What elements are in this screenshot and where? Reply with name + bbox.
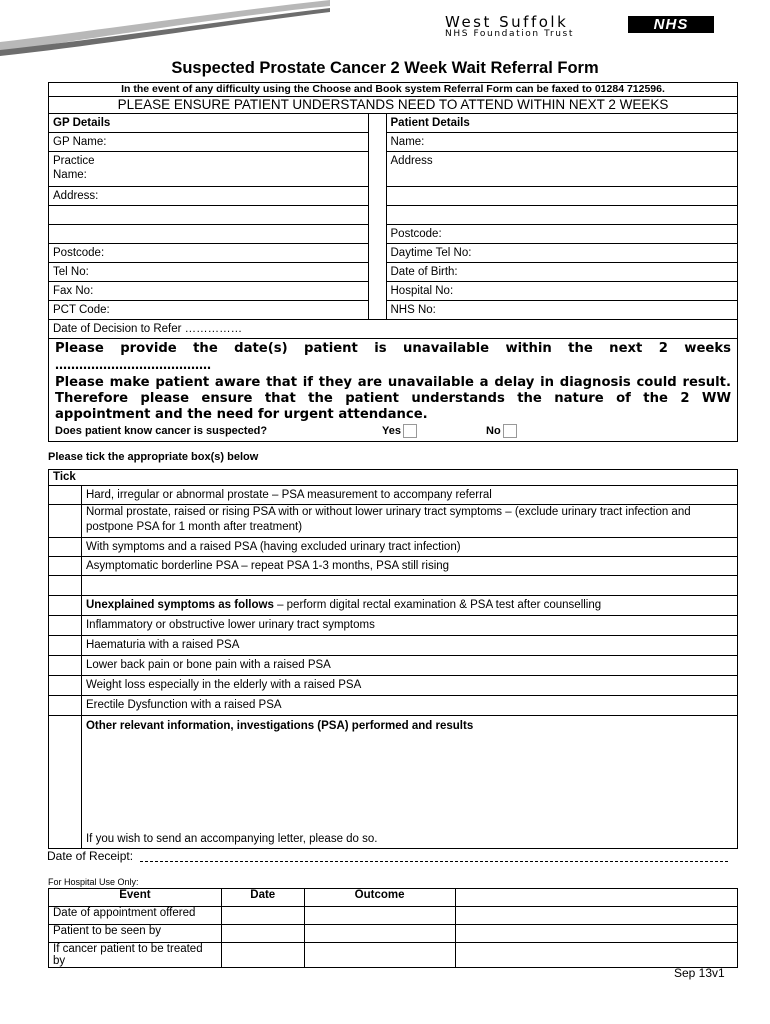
tick-box[interactable] <box>49 576 82 596</box>
gp-details-heading: GP Details <box>49 114 369 133</box>
unexplained-rest: – perform digital rectal examination & PSA test after counselling <box>273 599 602 611</box>
version-footer: Sep 13v1 <box>674 966 725 980</box>
blank-row <box>81 576 737 596</box>
header-swoosh-graphic <box>0 0 330 60</box>
other-info-heading: Other relevant information, investigations (PSA) performed and results <box>85 720 474 732</box>
availability-section <box>49 339 738 442</box>
hospital-use-label: For Hospital Use Only: <box>48 877 139 887</box>
patient-name-field[interactable]: Name: <box>386 133 738 152</box>
column-spacer <box>368 114 386 320</box>
criterion-erectile-dysfunction: Erectile Dysfunction with a raised PSA <box>81 696 737 716</box>
referral-details-table <box>48 82 738 442</box>
criteria-header <box>81 470 737 486</box>
practice-label-2: Name: <box>53 169 87 181</box>
outcome-header: Outcome <box>304 889 455 907</box>
event-appointment-offered: Date of appointment offered <box>49 907 222 925</box>
date-cell[interactable] <box>221 943 304 968</box>
outcome-cell[interactable] <box>304 925 455 943</box>
tick-box[interactable] <box>49 676 82 696</box>
unavailable-request: Please provide the date(s) patient is unavailable within the next 2 weeks <box>55 341 731 356</box>
tick-box[interactable] <box>49 557 82 576</box>
fax-notice: In the event of any difficulty using the Choose and Book system Referral Form can be faxed to 01284 712596. <box>49 83 738 97</box>
no-label: No <box>486 425 501 437</box>
no-checkbox[interactable] <box>503 424 517 438</box>
letter-note: If you wish to send an accompanying letter, please do so. <box>85 833 378 845</box>
date-header: Date <box>221 889 304 907</box>
notes-cell[interactable] <box>455 925 738 943</box>
receipt-label: Date of Receipt: <box>47 849 134 863</box>
criterion-urinary-symptoms: Inflammatory or obstructive lower urinary tract symptoms <box>81 616 737 636</box>
cancer-question-row <box>55 423 731 439</box>
outcome-cell[interactable] <box>304 907 455 925</box>
unexplained-bold: Unexplained symptoms as follows <box>85 599 274 611</box>
patient-address-line-3[interactable] <box>386 206 738 225</box>
practice-name-field[interactable] <box>49 152 369 187</box>
gp-name-field[interactable]: GP Name: <box>49 133 369 152</box>
event-treated-by: If cancer patient to be treated by <box>49 943 222 968</box>
patient-address-field[interactable]: Address <box>386 152 738 187</box>
tick-box[interactable] <box>49 505 82 538</box>
tick-box[interactable] <box>49 716 82 849</box>
patient-dob-field[interactable]: Date of Birth: <box>386 263 738 282</box>
tick-box[interactable] <box>49 596 82 616</box>
date-cell[interactable] <box>221 907 304 925</box>
receipt-date-line[interactable] <box>140 861 728 862</box>
delay-warning: Please make patient aware that if they are unavailable a delay in diagnosis could result. Therefore please ensure that the patient understands the nature of the 2 WW appointment and the need for urgent attendance. <box>55 375 731 422</box>
patient-daytime-tel-field[interactable]: Daytime Tel No: <box>386 244 738 263</box>
gp-address-line-3[interactable] <box>49 225 369 244</box>
patient-nhs-no-field[interactable]: NHS No: <box>386 301 738 320</box>
gp-postcode-field[interactable]: Postcode: <box>49 244 369 263</box>
criterion-haematuria: Haematuria with a raised PSA <box>81 636 737 656</box>
yes-label: Yes <box>382 425 401 437</box>
practice-label-1: Practice <box>53 155 95 167</box>
decision-date-field[interactable]: Date of Decision to Refer …………… <box>49 320 738 339</box>
other-information-field[interactable] <box>81 716 737 849</box>
nhs-logo: NHS <box>628 16 714 33</box>
gp-fax-field[interactable]: Fax No: <box>49 282 369 301</box>
blank-header <box>455 889 738 907</box>
tick-column-header: Tick <box>49 470 82 486</box>
criterion-unexplained-symptoms <box>81 596 737 616</box>
gp-tel-field[interactable]: Tel No: <box>49 263 369 282</box>
patient-details-heading: Patient Details <box>386 114 738 133</box>
notes-cell[interactable] <box>455 943 738 968</box>
hospital-use-table <box>48 888 738 968</box>
outcome-cell[interactable] <box>304 943 455 968</box>
notes-cell[interactable] <box>455 907 738 925</box>
gp-address-field[interactable]: Address: <box>49 187 369 206</box>
criterion-asymptomatic-psa: Asymptomatic borderline PSA – repeat PSA 1-3 months, PSA still rising <box>81 557 737 576</box>
event-seen-by: Patient to be seen by <box>49 925 222 943</box>
form-title: Suspected Prostate Cancer 2 Week Wait Referral Form <box>171 59 599 77</box>
criteria-table <box>48 469 738 849</box>
criterion-back-pain: Lower back pain or bone pain with a raised PSA <box>81 656 737 676</box>
yes-checkbox[interactable] <box>403 424 417 438</box>
criterion-hard-prostate: Hard, irregular or abnormal prostate – PSA measurement to accompany referral <box>81 486 737 505</box>
cancer-question: Does patient know cancer is suspected? <box>55 425 268 437</box>
date-cell[interactable] <box>221 925 304 943</box>
criterion-weight-loss: Weight loss especially in the elderly with a raised PSA <box>81 676 737 696</box>
gp-pct-code-field[interactable]: PCT Code: <box>49 301 369 320</box>
no-option[interactable] <box>486 423 517 439</box>
ensure-notice: PLEASE ENSURE PATIENT UNDERSTANDS NEED TO ATTEND WITHIN NEXT 2 WEEKS <box>49 97 738 114</box>
yes-option[interactable] <box>382 423 417 439</box>
patient-hospital-no-field[interactable]: Hospital No: <box>386 282 738 301</box>
gp-address-line-2[interactable] <box>49 206 369 225</box>
tick-box[interactable] <box>49 616 82 636</box>
trust-subtitle: NHS Foundation Trust <box>445 29 574 39</box>
patient-postcode-field[interactable]: Postcode: <box>386 225 738 244</box>
tick-box[interactable] <box>49 538 82 557</box>
patient-address-line-2[interactable] <box>386 187 738 206</box>
event-header: Event <box>49 889 222 907</box>
criterion-symptoms-raised-psa: With symptoms and a raised PSA (having excluded urinary tract infection) <box>81 538 737 557</box>
tick-box[interactable] <box>49 696 82 716</box>
unavailable-dates-field[interactable]: ………………………………… <box>55 358 211 372</box>
tick-instruction: Please tick the appropriate box(s) below <box>48 451 259 463</box>
tick-box[interactable] <box>49 486 82 505</box>
criterion-normal-prostate: Normal prostate, raised or rising PSA with or without lower urinary tract symptoms – (exclude urinary tract infection and postpone PSA for 1 month after treatment) <box>81 505 737 538</box>
tick-box[interactable] <box>49 636 82 656</box>
trust-name: West Suffolk <box>445 13 569 31</box>
tick-box[interactable] <box>49 656 82 676</box>
